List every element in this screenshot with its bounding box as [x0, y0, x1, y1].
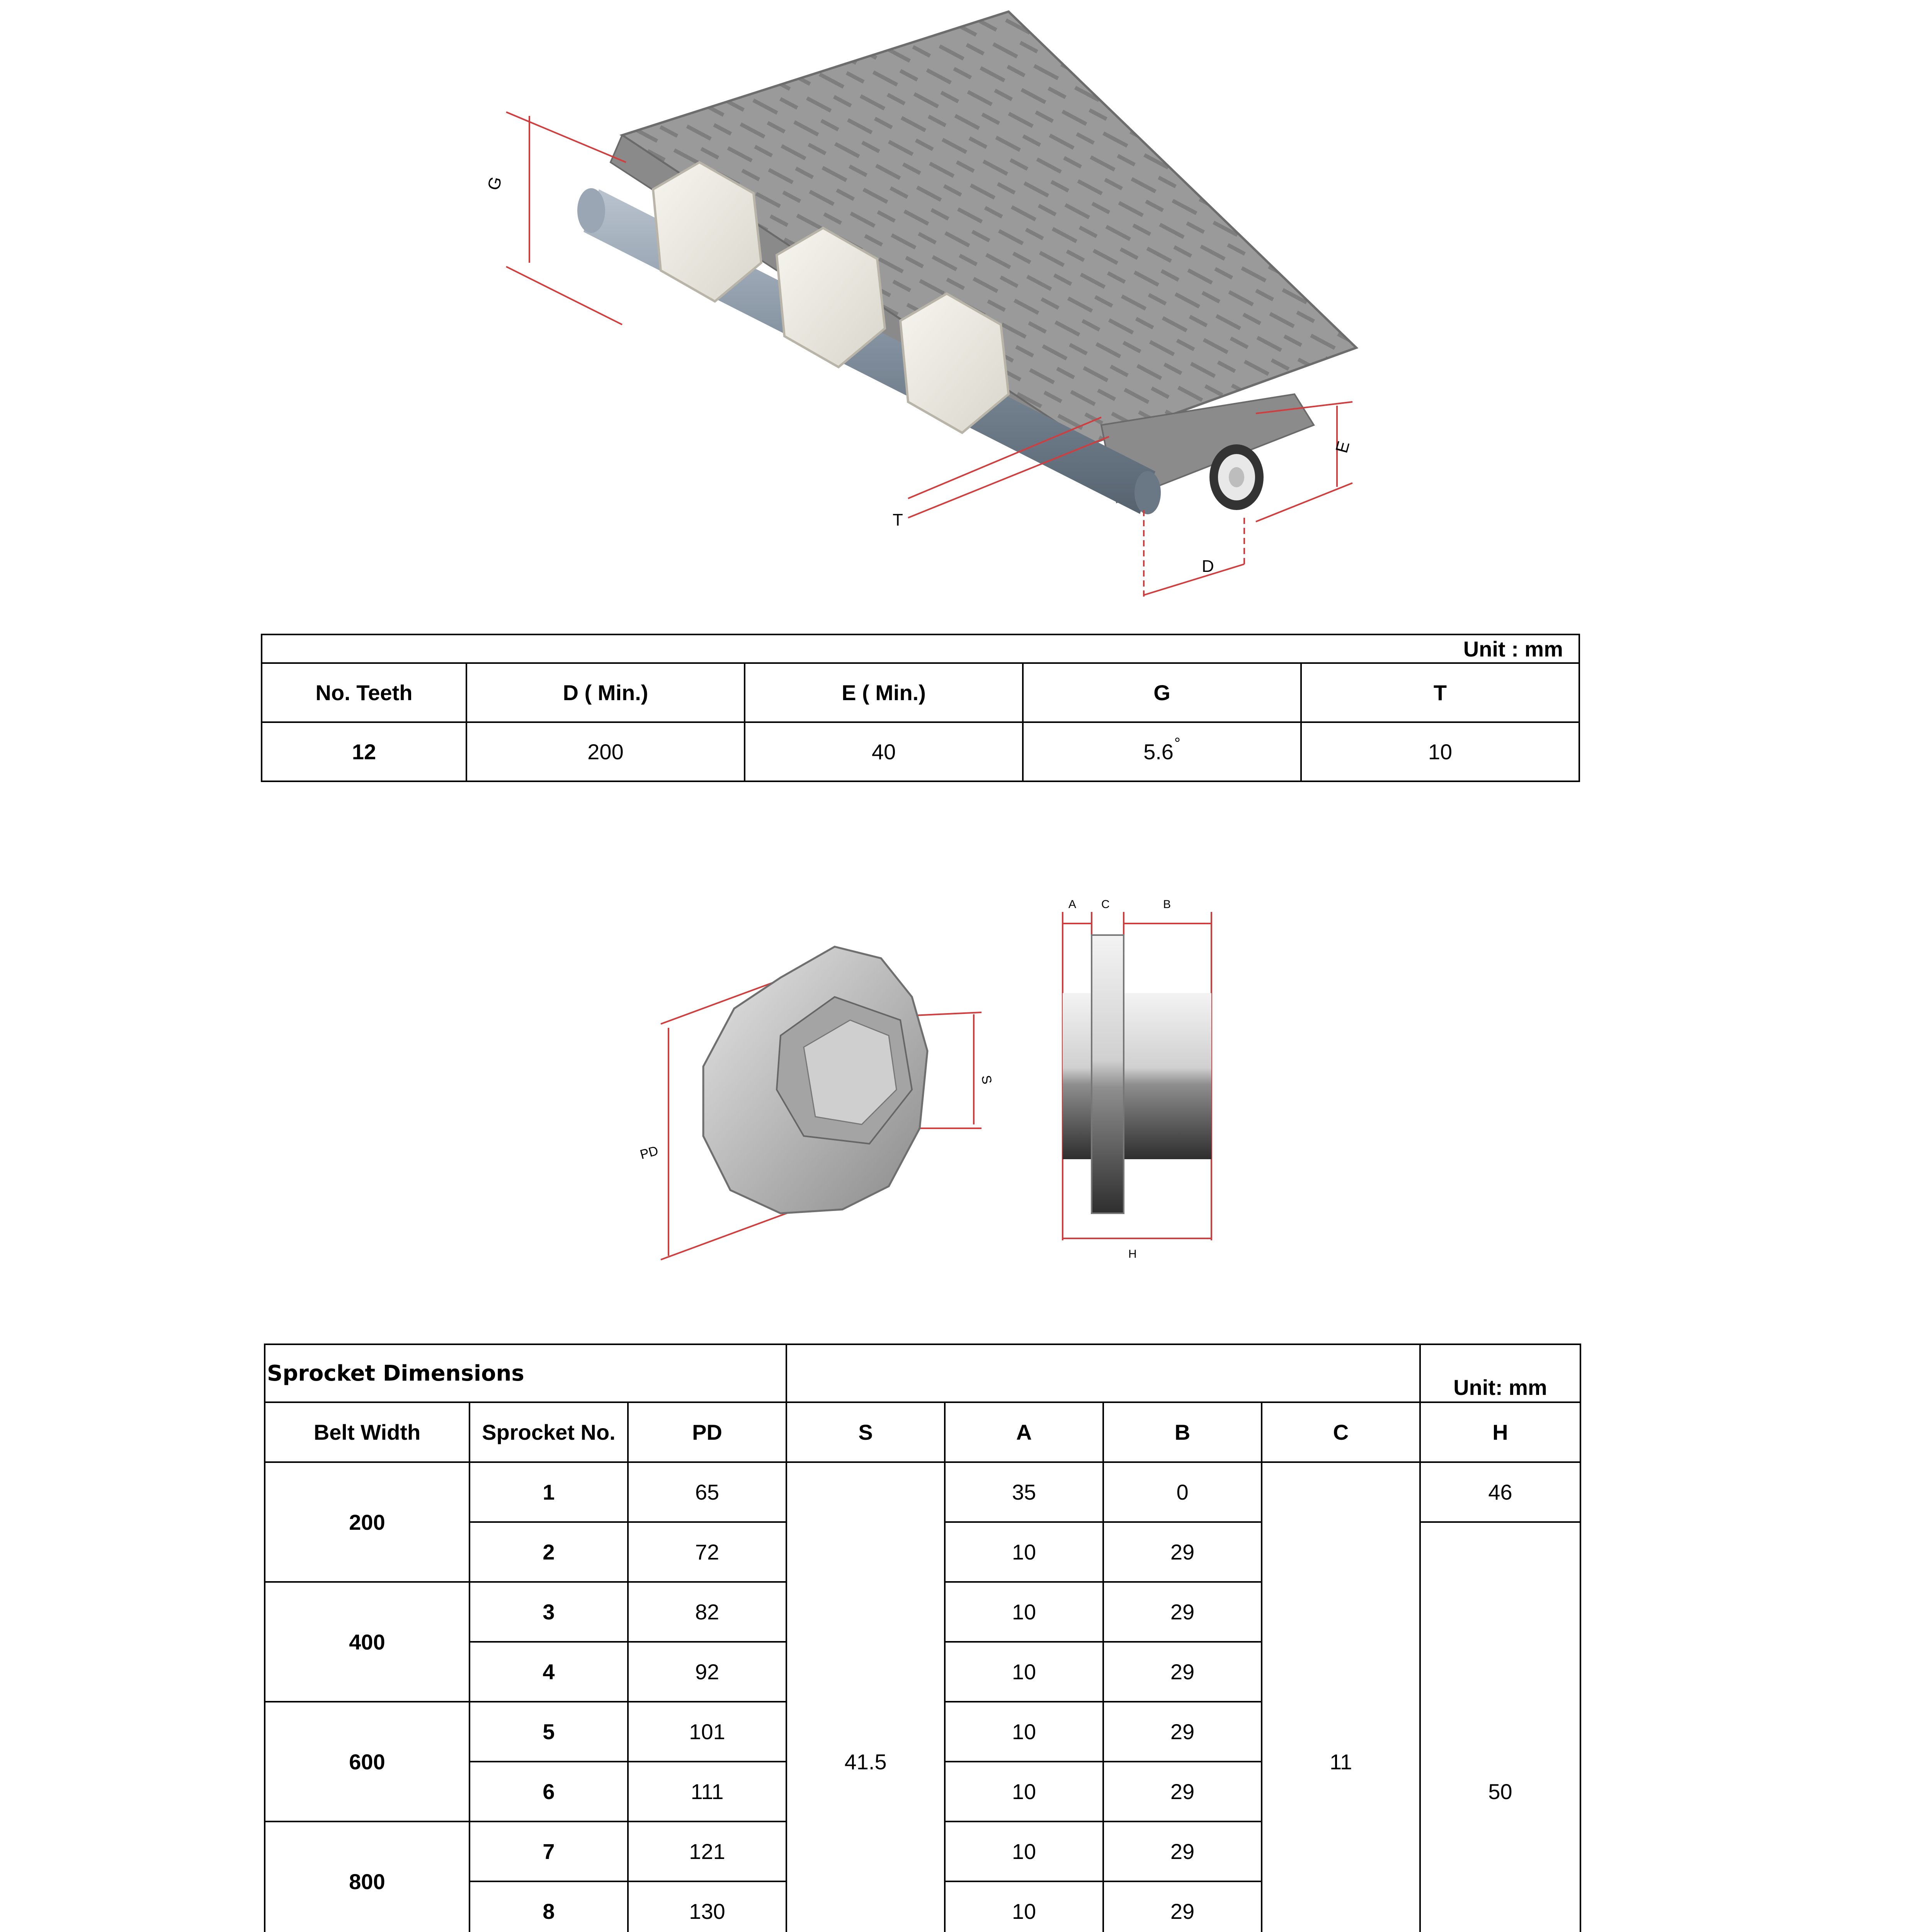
header-b: B [1103, 1402, 1262, 1462]
cell-belt-width: 600 [265, 1702, 469, 1821]
cell-b: 29 [1103, 1522, 1262, 1582]
cell-a: 10 [945, 1762, 1103, 1821]
header-h: H [1420, 1402, 1580, 1462]
degree-mark: ° [1174, 735, 1180, 752]
cell-pd: 82 [628, 1582, 786, 1642]
unit-label-2: Unit: mm [1420, 1344, 1580, 1402]
dim-label-s: S [978, 1074, 995, 1085]
sprocket-hub [1063, 993, 1211, 1159]
cell-belt-width: 800 [265, 1821, 469, 1932]
cell-pd: 72 [628, 1522, 786, 1582]
dim-label-c: C [1101, 898, 1110, 911]
g-value: 5.6 [1143, 740, 1174, 764]
header-pd: PD [628, 1402, 786, 1462]
belt-dimension-table [261, 634, 1580, 782]
header-t: T [1301, 663, 1579, 722]
sprocket-teeth-ring [1092, 935, 1124, 1213]
table-title: Sprocket Dimensions [265, 1344, 786, 1402]
title-spacer [786, 1344, 1420, 1402]
header-s: S [786, 1402, 945, 1462]
dim-label-a: A [1068, 898, 1077, 911]
header-g: G [1023, 663, 1301, 722]
idler-roller [1209, 444, 1264, 510]
header-no-teeth: No. Teeth [262, 663, 466, 722]
dim-label-g: G [484, 174, 506, 192]
sprocket-side-drawing [1051, 893, 1244, 1264]
cell-sprocket-no: 1 [469, 1462, 628, 1522]
cell-b: 29 [1103, 1881, 1262, 1932]
cell-a: 10 [945, 1881, 1103, 1932]
cell-sprocket-no: 6 [469, 1762, 628, 1821]
cell-sprocket-no: 7 [469, 1821, 628, 1881]
cell-belt-width: 200 [265, 1462, 469, 1582]
header-sprocket-no: Sprocket No. [469, 1402, 628, 1462]
header-d-min: D ( Min.) [466, 663, 745, 722]
cell-a: 10 [945, 1582, 1103, 1642]
cell-sprocket-no: 5 [469, 1702, 628, 1762]
cell-pd: 130 [628, 1881, 786, 1932]
cell-b: 29 [1103, 1582, 1262, 1642]
cell-a: 10 [945, 1642, 1103, 1702]
dim-label-h: H [1128, 1248, 1137, 1260]
cell-a: 35 [945, 1462, 1103, 1522]
header-belt-width: Belt Width [265, 1402, 469, 1462]
dim-label-t: T [893, 510, 903, 529]
cell-a: 10 [945, 1522, 1103, 1582]
sprocket-dimensions-table [264, 1344, 1581, 1932]
cell-belt-width: 400 [265, 1582, 469, 1702]
cell-sprocket-no: 3 [469, 1582, 628, 1642]
cell-pd: 111 [628, 1762, 786, 1821]
dim-label-pd: PD [638, 1143, 660, 1162]
cell-a: 10 [945, 1702, 1103, 1762]
cell-pd: 92 [628, 1642, 786, 1702]
cell-pd: 65 [628, 1462, 786, 1522]
cell-d-min: 200 [466, 722, 745, 781]
cell-sprocket-no: 4 [469, 1642, 628, 1702]
header-a: A [945, 1402, 1103, 1462]
cell-sprocket-no: 8 [469, 1881, 628, 1932]
cell-b: 29 [1103, 1642, 1262, 1702]
cell-h: 46 [1420, 1462, 1580, 1522]
dim-label-d: D [1202, 557, 1214, 576]
cell-b: 29 [1103, 1702, 1262, 1762]
header-c: C [1262, 1402, 1420, 1462]
cell-t: 10 [1301, 722, 1579, 781]
unit-label: Unit : mm [262, 634, 1579, 663]
cell-e-min: 40 [745, 722, 1023, 781]
cell-b: 0 [1103, 1462, 1262, 1522]
cell-s: 41.5 [786, 1462, 945, 1932]
sprocket-isometric-drawing [634, 920, 1001, 1267]
cell-a: 10 [945, 1821, 1103, 1881]
cell-sprocket-no: 2 [469, 1522, 628, 1582]
cell-c: 11 [1262, 1462, 1420, 1932]
cell-no-teeth: 12 [262, 722, 466, 781]
dim-label-e: E [1332, 439, 1354, 455]
dim-label-b: B [1163, 898, 1171, 911]
cell-b: 29 [1103, 1821, 1262, 1881]
cell-h: 50 [1420, 1522, 1580, 1932]
cell-pd: 101 [628, 1702, 786, 1762]
cell-b: 29 [1103, 1762, 1262, 1821]
cell-pd: 121 [628, 1821, 786, 1881]
belt-assembly-drawing [483, 8, 1410, 611]
cell-g [1023, 722, 1301, 781]
header-e-min: E ( Min.) [745, 663, 1023, 722]
